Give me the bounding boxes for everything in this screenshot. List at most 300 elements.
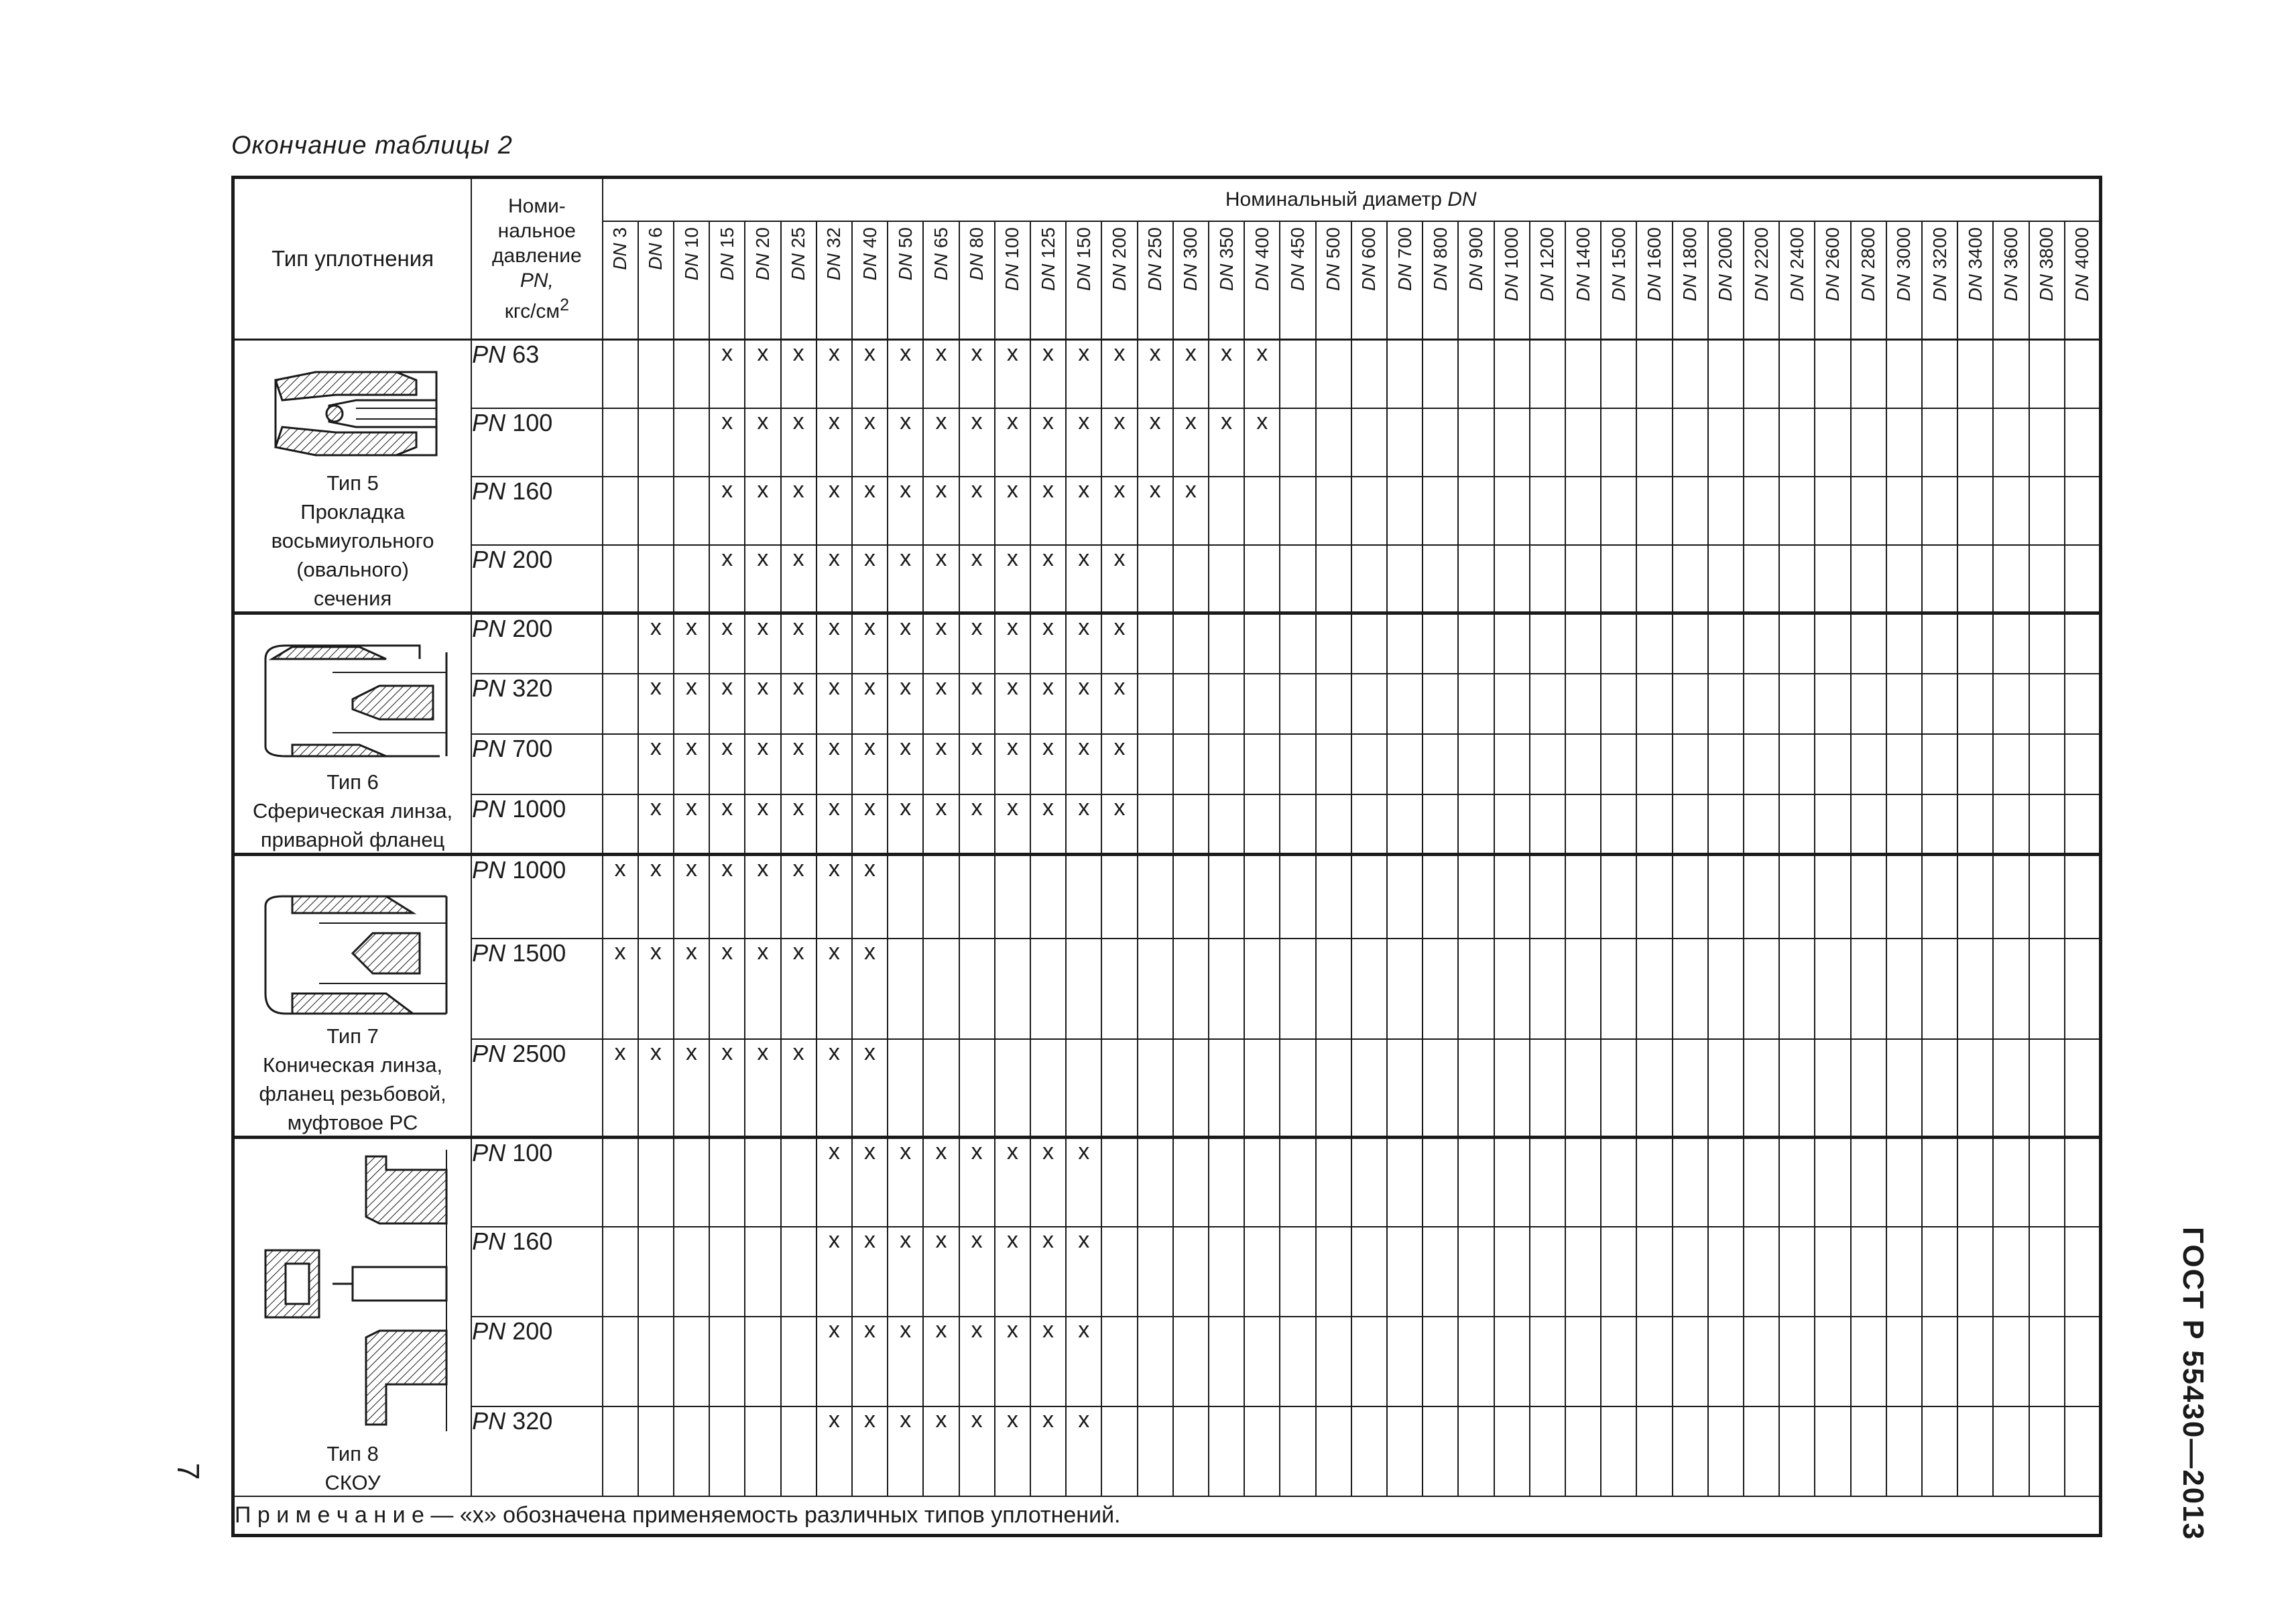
empty-cell: [1209, 613, 1244, 674]
empty-cell: [1173, 1317, 1209, 1406]
empty-cell: [1351, 613, 1387, 674]
empty-cell: [1601, 545, 1636, 613]
dn-column-header: DN 65: [923, 221, 959, 340]
empty-cell: [1815, 855, 1850, 939]
applicability-mark: x: [745, 613, 780, 674]
applicability-mark: x: [852, 855, 888, 939]
dn-column-header: DN 80: [959, 221, 995, 340]
pressure-cell: PN 100: [471, 408, 602, 477]
empty-cell: [1851, 1317, 1886, 1406]
empty-cell: [2029, 939, 2065, 1039]
empty-cell: [1458, 1138, 1494, 1227]
empty-cell: [1209, 1317, 1244, 1406]
applicability-mark: x: [923, 340, 959, 408]
empty-cell: [1815, 1138, 1850, 1227]
empty-cell: [1351, 1227, 1387, 1317]
empty-cell: [1851, 939, 1886, 1039]
applicability-mark: x: [817, 939, 852, 1039]
table-row: [233, 1317, 2101, 1406]
empty-cell: [995, 939, 1030, 1039]
empty-cell: [1886, 1227, 1922, 1317]
empty-cell: [1957, 340, 1993, 408]
empty-cell: [1316, 939, 1351, 1039]
empty-cell: [1922, 408, 1957, 477]
dn-column-header: DN 400: [1244, 221, 1280, 340]
empty-cell: [1957, 545, 1993, 613]
empty-cell: [1530, 613, 1565, 674]
empty-cell: [1601, 1138, 1636, 1227]
table-caption: Окончание таблицы 2: [231, 131, 513, 160]
empty-cell: [1886, 477, 1922, 545]
applicability-mark: x: [1066, 674, 1101, 734]
empty-cell: [638, 477, 674, 545]
pn-header-symbol: PN,: [520, 269, 554, 292]
empty-cell: [1993, 613, 2029, 674]
empty-cell: [1708, 794, 1744, 855]
empty-cell: [2065, 613, 2101, 674]
empty-cell: [603, 734, 638, 794]
dn-column-header: DN 1800: [1673, 221, 1708, 340]
seal-type-cell: [233, 613, 472, 855]
applicability-mark: x: [638, 734, 674, 794]
seal-type-label: муфтовое РС: [287, 1111, 418, 1134]
dn-column-header: DN 3000: [1886, 221, 1922, 340]
empty-cell: [1458, 939, 1494, 1039]
pressure-cell: PN 1000: [471, 794, 602, 855]
empty-cell: [1458, 855, 1494, 939]
empty-cell: [781, 1406, 817, 1496]
empty-cell: [1458, 340, 1494, 408]
empty-cell: [1316, 1406, 1351, 1496]
empty-cell: [1138, 939, 1173, 1039]
applicability-mark: x: [1066, 794, 1101, 855]
empty-cell: [1886, 1138, 1922, 1227]
empty-cell: [1494, 613, 1530, 674]
empty-cell: [1244, 477, 1280, 545]
empty-cell: [1636, 1039, 1672, 1138]
empty-cell: [1851, 1227, 1886, 1317]
table-row: [233, 939, 2101, 1039]
applicability-mark: x: [1209, 408, 1244, 477]
applicability-mark: x: [638, 613, 674, 674]
empty-cell: [1708, 734, 1744, 794]
empty-cell: [1351, 855, 1387, 939]
dn-column-header: DN 450: [1280, 221, 1315, 340]
empty-cell: [1530, 1138, 1565, 1227]
dn-column-header: DN 700: [1387, 221, 1423, 340]
applicability-mark: x: [888, 1138, 923, 1227]
empty-cell: [1530, 1317, 1565, 1406]
dn-column-header: DN 600: [1351, 221, 1387, 340]
empty-cell: [1387, 613, 1423, 674]
empty-cell: [1957, 1227, 1993, 1317]
empty-cell: [709, 1406, 745, 1496]
applicability-mark: x: [709, 939, 745, 1039]
empty-cell: [1993, 1138, 2029, 1227]
pressure-cell: PN 100: [471, 1138, 602, 1227]
empty-cell: [1316, 408, 1351, 477]
empty-cell: [1138, 794, 1173, 855]
empty-cell: [1886, 794, 1922, 855]
empty-cell: [1280, 1406, 1315, 1496]
empty-cell: [1815, 674, 1850, 734]
pressure-cell: PN 1500: [471, 939, 602, 1039]
empty-cell: [603, 408, 638, 477]
empty-cell: [1280, 794, 1315, 855]
empty-cell: [1636, 613, 1672, 674]
empty-cell: [2029, 1317, 2065, 1406]
empty-cell: [1815, 1227, 1850, 1317]
table-row: [233, 1138, 2101, 1227]
empty-cell: [603, 1138, 638, 1227]
empty-cell: [1957, 794, 1993, 855]
type-column-header: Тип уплотнения: [233, 178, 472, 340]
empty-cell: [1101, 1227, 1137, 1317]
applicability-mark: x: [1138, 408, 1173, 477]
applicability-mark: x: [852, 477, 888, 545]
applicability-mark: x: [995, 674, 1030, 734]
applicability-mark: x: [852, 613, 888, 674]
empty-cell: [1886, 1039, 1922, 1138]
empty-cell: [603, 1227, 638, 1317]
applicability-mark: x: [1030, 340, 1066, 408]
dn-column-header: DN 350: [1209, 221, 1244, 340]
empty-cell: [603, 613, 638, 674]
applicability-mark: x: [959, 1406, 995, 1496]
empty-cell: [603, 794, 638, 855]
empty-cell: [1387, 477, 1423, 545]
empty-cell: [1209, 1138, 1244, 1227]
empty-cell: [1636, 408, 1672, 477]
empty-cell: [1957, 674, 1993, 734]
applicability-mark: x: [817, 674, 852, 734]
empty-cell: [1886, 939, 1922, 1039]
applicability-mark: x: [888, 1406, 923, 1496]
dn-column-header: DN 10: [674, 221, 709, 340]
dn-column-header: DN 40: [852, 221, 888, 340]
empty-cell: [1316, 1317, 1351, 1406]
empty-cell: [1815, 408, 1850, 477]
empty-cell: [1601, 1227, 1636, 1317]
applicability-mark: x: [817, 340, 852, 408]
empty-cell: [1173, 794, 1209, 855]
empty-cell: [1173, 545, 1209, 613]
empty-cell: [1565, 734, 1601, 794]
empty-cell: [1744, 477, 1779, 545]
empty-cell: [2029, 734, 2065, 794]
applicability-mark: x: [959, 340, 995, 408]
applicability-mark: x: [638, 1039, 674, 1138]
empty-cell: [1886, 408, 1922, 477]
applicability-mark: x: [995, 1227, 1030, 1317]
applicability-mark: x: [781, 340, 817, 408]
empty-cell: [1244, 855, 1280, 939]
seal-type-label: восьмиугольного: [271, 529, 434, 552]
applicability-mark: x: [817, 1227, 852, 1317]
empty-cell: [1636, 734, 1672, 794]
applicability-mark: x: [745, 408, 780, 477]
table-row: [233, 408, 2101, 477]
empty-cell: [1138, 1039, 1173, 1138]
applicability-mark: x: [1066, 1317, 1101, 1406]
empty-cell: [638, 1138, 674, 1227]
seal-type-label: Тип 8: [326, 1442, 379, 1465]
applicability-mark: x: [1066, 1227, 1101, 1317]
empty-cell: [1779, 1317, 1815, 1406]
empty-cell: [1530, 1406, 1565, 1496]
empty-cell: [1922, 1039, 1957, 1138]
empty-cell: [1351, 794, 1387, 855]
empty-cell: [1779, 613, 1815, 674]
empty-cell: [674, 477, 709, 545]
applicability-mark: x: [817, 1406, 852, 1496]
empty-cell: [745, 1138, 780, 1227]
empty-cell: [781, 1138, 817, 1227]
empty-cell: [1138, 1227, 1173, 1317]
pressure-cell: PN 1000: [471, 855, 602, 939]
applicability-table: [231, 176, 2102, 1537]
applicability-mark: x: [1030, 1138, 1066, 1227]
empty-cell: [1565, 613, 1601, 674]
empty-cell: [1993, 408, 2029, 477]
empty-cell: [1744, 340, 1779, 408]
empty-cell: [1387, 1227, 1423, 1317]
applicability-mark: x: [638, 674, 674, 734]
dn-column-header: DN 2000: [1708, 221, 1744, 340]
empty-cell: [603, 1317, 638, 1406]
applicability-mark: x: [745, 855, 780, 939]
empty-cell: [1744, 1227, 1779, 1317]
empty-cell: [1387, 1138, 1423, 1227]
table-row: [233, 1227, 2101, 1317]
seal-type-cell: [233, 340, 472, 613]
pn-header-unit: кгс/$см^2$: [504, 296, 569, 322]
dn-column-header: DN 32: [817, 221, 852, 340]
spherical-lens-icon: [235, 632, 471, 766]
empty-cell: [1209, 794, 1244, 855]
applicability-mark: x: [888, 734, 923, 794]
empty-cell: [1387, 674, 1423, 734]
empty-cell: [959, 939, 995, 1039]
empty-cell: [1316, 855, 1351, 939]
empty-cell: [1922, 1406, 1957, 1496]
applicability-mark: x: [817, 855, 852, 939]
empty-cell: [1423, 794, 1458, 855]
dn-column-header: DN 1600: [1636, 221, 1672, 340]
empty-cell: [1209, 674, 1244, 734]
applicability-mark: x: [745, 734, 780, 794]
applicability-mark: x: [852, 408, 888, 477]
empty-cell: [1209, 1039, 1244, 1138]
empty-cell: [1138, 545, 1173, 613]
dn-column-header: DN 6: [638, 221, 674, 340]
seal-type-cell: [233, 855, 472, 1138]
empty-cell: [1601, 794, 1636, 855]
empty-cell: [1993, 1227, 2029, 1317]
empty-cell: [1244, 1227, 1280, 1317]
dn-column-header: DN 2600: [1815, 221, 1850, 340]
dn-column-header: DN 800: [1423, 221, 1458, 340]
empty-cell: [1636, 545, 1672, 613]
empty-cell: [1565, 939, 1601, 1039]
empty-cell: [1280, 340, 1315, 408]
applicability-mark: x: [781, 855, 817, 939]
empty-cell: [2065, 734, 2101, 794]
applicability-mark: x: [781, 939, 817, 1039]
empty-cell: [1779, 855, 1815, 939]
empty-cell: [2029, 855, 2065, 939]
seal-type-label: приварной фланец: [260, 828, 445, 851]
empty-cell: [1993, 734, 2029, 794]
empty-cell: [1458, 613, 1494, 674]
applicability-mark: x: [1066, 734, 1101, 794]
empty-cell: [1779, 794, 1815, 855]
applicability-mark: x: [923, 1406, 959, 1496]
empty-cell: [1494, 794, 1530, 855]
applicability-mark: x: [959, 408, 995, 477]
empty-cell: [2029, 613, 2065, 674]
empty-cell: [1387, 340, 1423, 408]
empty-cell: [1851, 1406, 1886, 1496]
applicability-mark: x: [638, 939, 674, 1039]
pressure-cell: PN 200: [471, 545, 602, 613]
empty-cell: [1957, 1138, 1993, 1227]
empty-cell: [1494, 674, 1530, 734]
dn-column-header: DN 500: [1316, 221, 1351, 340]
dn-column-header: DN 4000: [2065, 221, 2101, 340]
dn-column-header: DN 3400: [1957, 221, 1993, 340]
applicability-mark: x: [852, 1406, 888, 1496]
applicability-mark: x: [817, 794, 852, 855]
empty-cell: [1530, 674, 1565, 734]
applicability-mark: x: [817, 734, 852, 794]
empty-cell: [1458, 1317, 1494, 1406]
empty-cell: [1957, 734, 1993, 794]
pressure-column-header: [471, 178, 602, 340]
empty-cell: [674, 408, 709, 477]
empty-cell: [1708, 1227, 1744, 1317]
empty-cell: [674, 1227, 709, 1317]
dn-column-header: DN 200: [1101, 221, 1137, 340]
empty-cell: [2029, 1039, 2065, 1138]
applicability-mark: x: [888, 340, 923, 408]
empty-cell: [1530, 1227, 1565, 1317]
dn-column-header: DN 2400: [1779, 221, 1815, 340]
empty-cell: [1138, 1138, 1173, 1227]
empty-cell: [1316, 734, 1351, 794]
empty-cell: [1066, 1039, 1101, 1138]
empty-cell: [1494, 1227, 1530, 1317]
empty-cell: [1458, 1406, 1494, 1496]
empty-cell: [1851, 545, 1886, 613]
empty-cell: [1886, 734, 1922, 794]
pressure-cell: PN 2500: [471, 1039, 602, 1138]
empty-cell: [2065, 1406, 2101, 1496]
empty-cell: [1922, 674, 1957, 734]
pressure-cell: PN 200: [471, 1317, 602, 1406]
applicability-mark: x: [1066, 477, 1101, 545]
empty-cell: [1673, 408, 1708, 477]
applicability-mark: x: [959, 613, 995, 674]
empty-cell: [888, 939, 923, 1039]
applicability-mark: x: [817, 408, 852, 477]
empty-cell: [2065, 674, 2101, 734]
seal-type-label: фланец резьбовой,: [259, 1082, 446, 1105]
applicability-mark: x: [1030, 794, 1066, 855]
applicability-mark: x: [709, 734, 745, 794]
applicability-mark: x: [888, 408, 923, 477]
empty-cell: [1351, 545, 1387, 613]
applicability-mark: x: [745, 545, 780, 613]
empty-cell: [1101, 1039, 1137, 1138]
empty-cell: [1066, 939, 1101, 1039]
table-row: [233, 340, 2101, 408]
empty-cell: [2029, 477, 2065, 545]
empty-cell: [1423, 408, 1458, 477]
empty-cell: [1101, 1406, 1137, 1496]
empty-cell: [1815, 613, 1850, 674]
applicability-mark: x: [1066, 408, 1101, 477]
empty-cell: [1244, 1138, 1280, 1227]
empty-cell: [1601, 1039, 1636, 1138]
applicability-mark: x: [959, 1227, 995, 1317]
applicability-mark: x: [1066, 613, 1101, 674]
applicability-mark: x: [852, 734, 888, 794]
empty-cell: [1886, 855, 1922, 939]
empty-cell: [1423, 1227, 1458, 1317]
applicability-mark: x: [852, 794, 888, 855]
seal-type-label: (овального): [296, 558, 409, 581]
empty-cell: [1922, 613, 1957, 674]
applicability-mark: x: [603, 939, 638, 1039]
empty-cell: [1922, 734, 1957, 794]
empty-cell: [1779, 674, 1815, 734]
empty-cell: [1280, 939, 1315, 1039]
applicability-mark: x: [852, 939, 888, 1039]
empty-cell: [1993, 545, 2029, 613]
empty-cell: [1922, 1317, 1957, 1406]
empty-cell: [1351, 1039, 1387, 1138]
empty-cell: [603, 477, 638, 545]
applicability-mark: x: [923, 408, 959, 477]
applicability-mark: x: [995, 794, 1030, 855]
empty-cell: [1601, 734, 1636, 794]
empty-cell: [1458, 734, 1494, 794]
applicability-mark: x: [1030, 613, 1066, 674]
empty-cell: [1458, 408, 1494, 477]
empty-cell: [1779, 734, 1815, 794]
empty-cell: [1957, 613, 1993, 674]
applicability-mark: x: [852, 674, 888, 734]
table-row: [233, 794, 2101, 855]
empty-cell: [1779, 408, 1815, 477]
empty-cell: [638, 340, 674, 408]
applicability-mark: x: [995, 408, 1030, 477]
empty-cell: [959, 855, 995, 939]
empty-cell: [1815, 1317, 1850, 1406]
empty-cell: [1458, 545, 1494, 613]
dn-column-header: DN 250: [1138, 221, 1173, 340]
empty-cell: [1708, 613, 1744, 674]
empty-cell: [1173, 939, 1209, 1039]
empty-cell: [1851, 1138, 1886, 1227]
empty-cell: [1209, 855, 1244, 939]
standard-number: ГОСТ Р 55430—2013: [2177, 1227, 2210, 1541]
applicability-mark: x: [995, 734, 1030, 794]
dn-column-header: DN 300: [1173, 221, 1209, 340]
empty-cell: [1494, 855, 1530, 939]
empty-cell: [1138, 734, 1173, 794]
